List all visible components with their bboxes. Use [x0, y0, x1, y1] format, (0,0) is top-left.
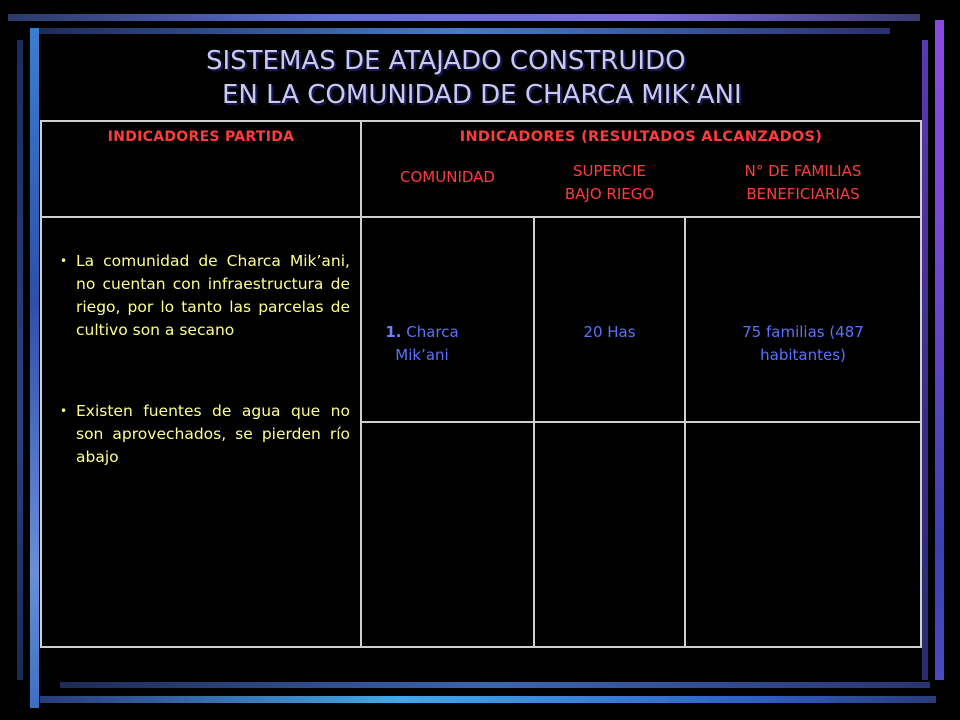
- subheader-familias-line1: N° DE FAMILIAS: [744, 162, 862, 180]
- decorative-bar-top-inner: [30, 28, 890, 34]
- bullet-icon: •: [60, 254, 68, 268]
- subheader-comunidad: COMUNIDAD: [400, 168, 495, 186]
- list-item: [58, 250, 350, 342]
- bullet-text: La comunidad de Charca Mik’ani, no cuentan con infraestructura de riego, por lo tanto las parcelas de cultivo son a secano: [76, 252, 350, 339]
- comunidad-name-2: Mik’ani: [395, 346, 449, 364]
- decorative-bar-right: [935, 20, 944, 680]
- bullet-icon: •: [60, 404, 68, 418]
- decorative-bar-bottom-inner: [60, 682, 930, 688]
- title-line-2: EN LA COMUNIDAD DE CHARCA MIK’ANI: [222, 80, 742, 110]
- decorative-bar-left: [30, 28, 39, 708]
- indicadores-partida-list: [58, 250, 350, 469]
- table-divider-row: [360, 421, 920, 423]
- table-divider-col2: [533, 217, 535, 646]
- decorative-bar-bottom: [40, 696, 936, 703]
- familias-line2: habitantes): [760, 346, 846, 364]
- decorative-bar-left-outer: [17, 40, 23, 680]
- comunidad-number: 1.: [385, 323, 402, 341]
- comunidad-name-1: Charca: [406, 323, 459, 341]
- list-item: [58, 400, 350, 469]
- title-line-1: SISTEMAS DE ATAJADO CONSTRUIDO: [206, 46, 686, 76]
- subheader-superficie: [535, 160, 684, 206]
- cell-superficie: 20 Has: [583, 323, 636, 341]
- familias-line1: 75 familias (487: [742, 323, 864, 341]
- header-indicadores-partida: INDICADORES PARTIDA: [107, 129, 295, 145]
- slide-title: [150, 44, 850, 112]
- table-divider-col1: [360, 122, 362, 646]
- table-divider-col3: [684, 217, 686, 646]
- subheader-familias-line2: BENEFICIARIAS: [746, 185, 860, 203]
- table-divider-header: [42, 216, 920, 218]
- subheader-superficie-line1: SUPERCIE: [572, 162, 647, 180]
- subheader-superficie-line2: BAJO RIEGO: [564, 185, 655, 203]
- bullet-text: Existen fuentes de agua que no son aprovechados, se pierden río abajo: [76, 402, 350, 466]
- header-resultados-alcanzados: INDICADORES (RESULTADOS ALCANZADOS): [459, 129, 823, 145]
- cell-comunidad: [362, 321, 482, 367]
- subheader-familias: [686, 160, 920, 206]
- indicators-table: [40, 120, 922, 648]
- comunidad-line1: [362, 321, 482, 344]
- decorative-bar-top: [8, 14, 920, 21]
- decorative-bar-right-inner: [922, 40, 928, 680]
- cell-familias: [686, 321, 920, 367]
